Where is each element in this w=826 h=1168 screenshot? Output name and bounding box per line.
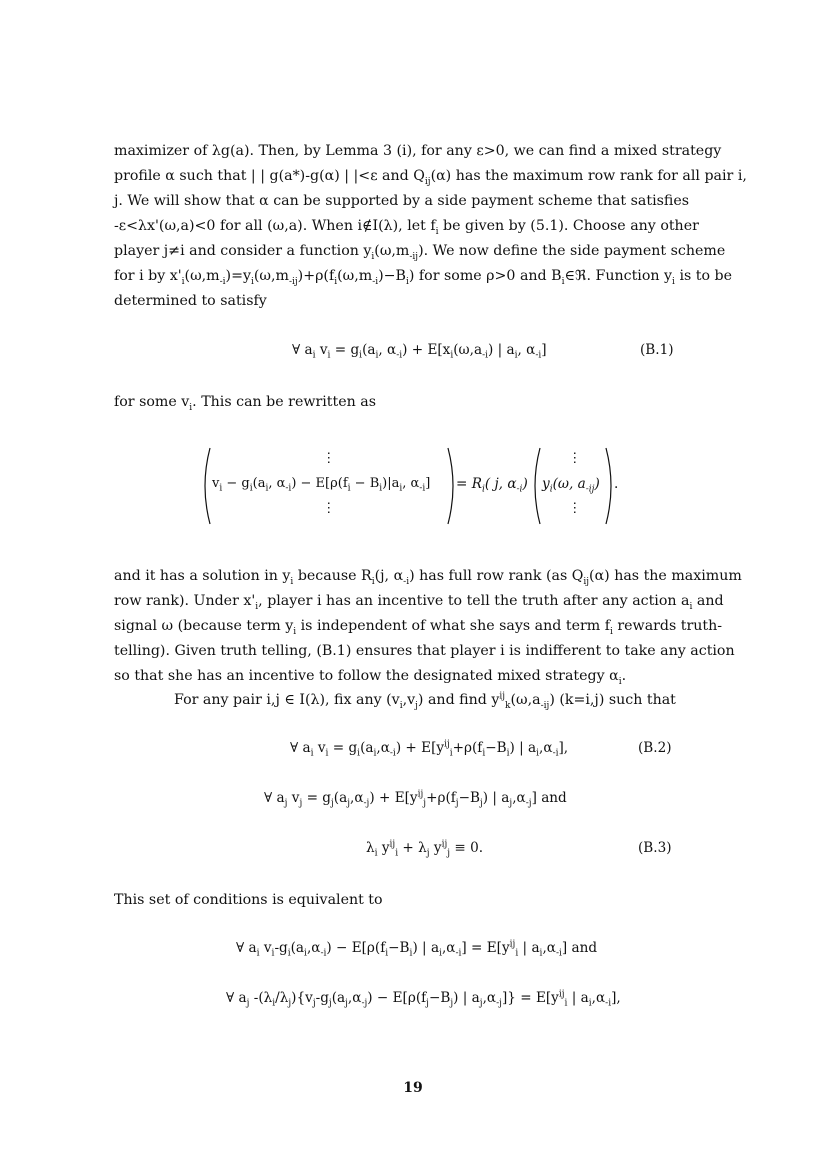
para2-line-2: row rank). Under $x'_i$, player i has an incentive to tell the truth after any action $a_i$ and <box>114 593 724 612</box>
paragraph-1 <box>114 139 747 314</box>
para2-line-1: and it has a solution in $y_i$ because $R_i(j$, $\alpha_{-i}$) has full row rank (as $Q_{ij}(\alpha)$ has the maximum <box>114 568 742 587</box>
equation-c2: ∀ $a_j$ $-(\lambda_i/\lambda_j)\{v_j-g_j(a_j,\alpha_{-j}) - E[\rho(f_j-B_j)$ | $a_j,\alpha_{-j}]\} = E[y^{ij}_i$ | $a_i,\alpha_{-i}$], <box>226 989 621 1009</box>
para2-line-4: telling). Given truth telling, (B.1) ensures that player i is indifferent to take any action <box>114 643 735 659</box>
para1-line-7: determined to satisfy <box>114 293 267 309</box>
equation-b2b: ∀ $a_j$ $v_j = g_j(a_j,\alpha_{-j}) + E[y^{ij}_j+\rho(f_j-B_j)$ | $a_j,\alpha_{-j}$] and <box>264 789 567 809</box>
line-equivalent <box>114 888 704 913</box>
equation-b1: ∀ $a_i$ $v_i = g_i(a_i$, $\alpha_{-i}) + E[x_i(\omega,a_{-i})$ | $a_i$, $\alpha_{-i}$] <box>292 342 547 361</box>
equation-c1: ∀ $a_i$ $v_i-g_i(a_i,\alpha_{-i}) - E[\rho(f_i-B_i)$ | $a_i,\alpha_{-i}] = E[y^{ij}_i$ | $a_i,\alpha_{-i}$] and <box>236 939 598 959</box>
matrix-equals-r: = $R_i$( j, $\alpha_{-i}$) <box>456 476 528 495</box>
para1-line-2: profile α such that | | g(a*)-g(α) | |<ε and $Q_{ij}(\alpha)$ has the maximum row rank for all pair i, <box>114 168 747 187</box>
matrix-left-row: $v_i - g_i(a_i$, $\alpha_{-i}) - E[\rho(f_i - B_i)|a_i$, $\alpha_{-i}$] <box>212 476 431 494</box>
matrix-left-dots-top: ⋮ <box>322 450 336 466</box>
equation-b1-label: (B.1) <box>640 342 674 358</box>
para3-text: For any pair i,j ∈ I(λ), fix any $(v_i,v_j)$ and find $y^{ij}_k(\omega,a_{-ij})$ (k=i,j) such that <box>174 691 676 711</box>
paragraph-3 <box>174 688 714 713</box>
para1-line-5: player j≠i and consider a function $y_i(\omega,m_{-ij})$. We now define the side payment scheme <box>114 243 726 262</box>
para2-line-3: signal ω (because term $y_i$ is independent of what she says and term $f_i$ rewards truth- <box>114 618 723 637</box>
line-after-b1 <box>114 390 704 415</box>
line-after-b1-text: for some $v_i$. This can be rewritten as <box>114 394 376 413</box>
paragraph-2 <box>114 564 742 689</box>
matrix-trailing-period: . <box>614 476 619 492</box>
matrix-right-dots-top: ⋮ <box>568 450 582 466</box>
matrix-left-dots-bottom: ⋮ <box>322 500 336 516</box>
matrix-right-row: $y_i(\omega$, $a_{-ij}$) <box>542 476 600 495</box>
para1-line-3: j. We will show that α can be supported by a side payment scheme that satisfies <box>114 193 690 209</box>
matrix-right-dots-bottom: ⋮ <box>568 500 582 516</box>
para1-line-1: maximizer of λg(a). Then, by Lemma 3 (i), for any ε>0, we can find a mixed strategy <box>114 143 722 159</box>
equation-b3: $\lambda_i$ $y^{ij}_i + \lambda_j$ $y^{ij}_j \equiv 0$. <box>366 839 484 859</box>
page-number: 19 <box>403 1080 423 1096</box>
line-equivalent-text: This set of conditions is equivalent to <box>114 892 383 908</box>
para1-line-4: -ε<λx'(ω,a)<0 for all (ω,a). When i∉I(λ), let $f_i$ be given by (5.1). Choose any other <box>114 218 699 237</box>
equation-b2-label: (B.2) <box>638 740 672 756</box>
equation-b3-label: (B.3) <box>638 840 672 856</box>
para2-line-5: so that she has an incentive to follow the designated mixed strategy $\alpha_i$. <box>114 668 627 687</box>
para1-line-6: for i by $x'_i(\omega,m_{-i})=y_i(\omega,m_{-ij})+\rho(f_i(\omega,m_{-i})-B_i)$ for some ρ>0 and $B_i\in ℜ$. Function $y_i$ is to be <box>114 268 733 287</box>
matrix-equation <box>198 444 628 528</box>
equation-b2: ∀ $a_i$ $v_i = g_i(a_i,\alpha_{-i}) + E[y^{ij}_i+\rho(f_i-B_i)$ | $a_i,\alpha_{-i}$], <box>290 739 569 759</box>
